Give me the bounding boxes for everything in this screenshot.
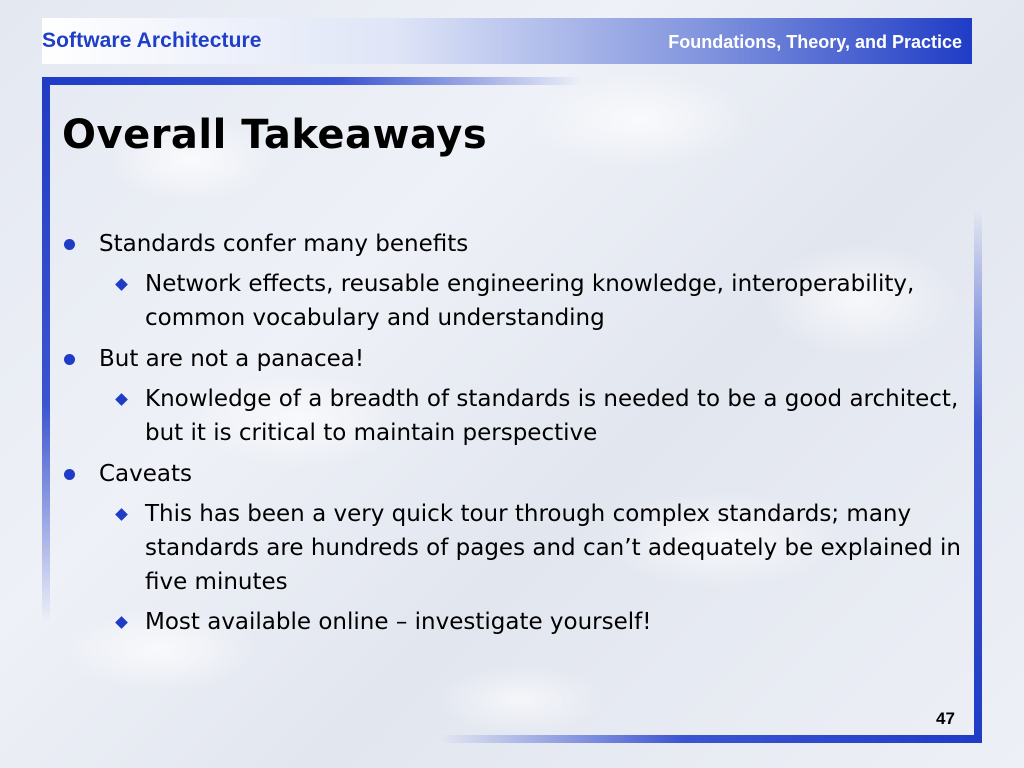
bullet-diamond-icon <box>115 616 128 629</box>
sub-bullet-text: Most available online – investigate yourself! <box>145 609 652 635</box>
bullet-diamond-icon <box>115 278 128 291</box>
frame-bottom-line <box>440 735 982 743</box>
sub-bullet-item <box>62 267 962 335</box>
bullet-item <box>62 457 962 491</box>
bullet-dot-icon <box>64 469 75 480</box>
slide-content <box>62 220 962 639</box>
slide-title: Overall Takeaways <box>62 112 488 158</box>
sub-bullet-text: Network effects, reusable engineering knowledge, interoperability, common vocabulary and understanding <box>145 271 915 331</box>
bullet-item <box>62 227 962 261</box>
sub-bullet-text: Knowledge of a breadth of standards is needed to be a good architect, but it is critical to maintain perspective <box>145 386 959 446</box>
bullet-item <box>62 342 962 376</box>
course-title: Software Architecture <box>42 29 262 52</box>
sub-bullet-item <box>62 497 962 599</box>
bullet-dot-icon <box>64 354 75 365</box>
frame-left-line <box>42 77 50 622</box>
frame-right-line <box>974 210 982 743</box>
bullet-text: But are not a panacea! <box>99 346 365 372</box>
sub-bullet-item <box>62 605 962 639</box>
sub-bullet-item <box>62 382 962 450</box>
bullet-text: Standards confer many benefits <box>99 231 469 257</box>
course-subtitle: Foundations, Theory, and Practice <box>668 32 962 52</box>
sub-bullet-text: This has been a very quick tour through complex standards; many standards are hundreds of pages and can’t adequately be explained in five minutes <box>145 501 961 595</box>
bullet-diamond-icon <box>115 508 128 521</box>
bullet-text: Caveats <box>99 461 193 487</box>
bullet-diamond-icon <box>115 393 128 406</box>
page-number: 47 <box>936 709 955 728</box>
frame-top-line <box>42 77 582 85</box>
bullet-dot-icon <box>64 239 75 250</box>
